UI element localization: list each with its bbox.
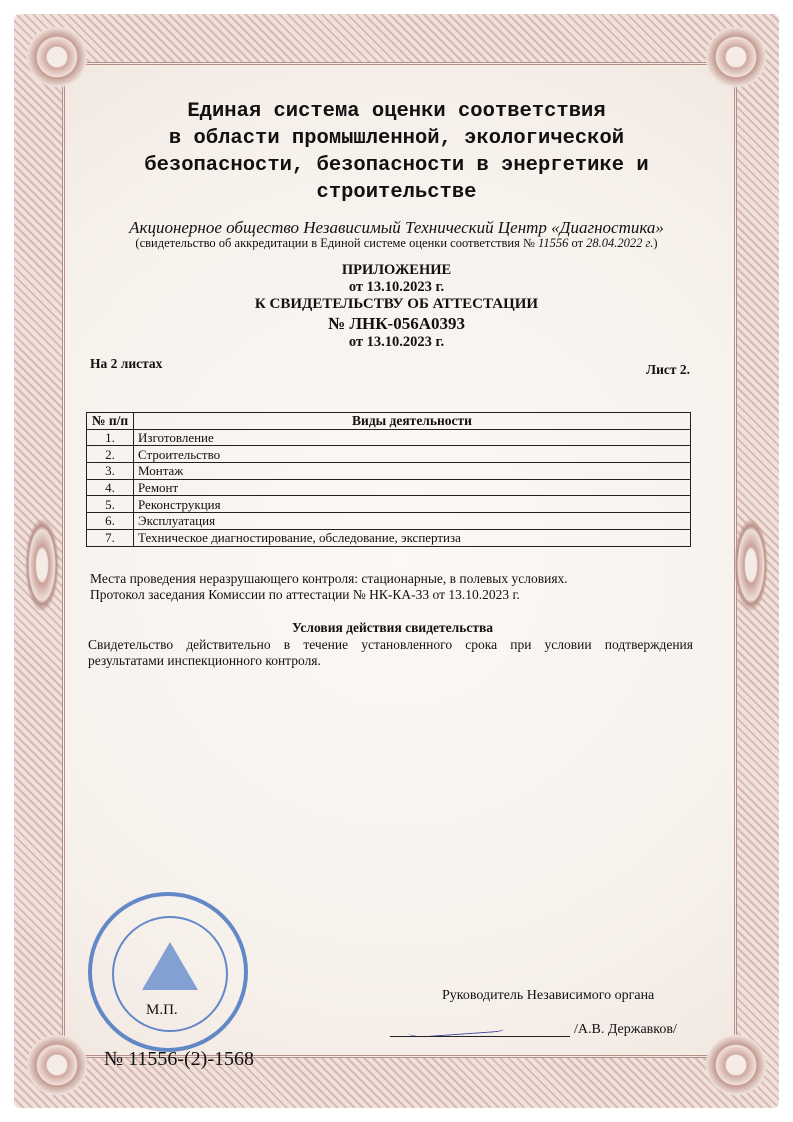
accreditation-note-mid: от [568,236,587,250]
appendix-title: ПРИЛОЖЕНИЕ [341,262,452,278]
heading-line: в области промышленной, экологической [168,127,625,150]
heading-line: строительстве [316,181,477,204]
row-number: 6. [87,513,134,530]
row-activity: Изготовление [134,429,691,446]
accreditation-note-suffix: ) [653,236,658,250]
column-header-activity: Виды деятельности [134,413,691,430]
table-row [87,429,691,446]
conditions-text-line1: Свидетельство действительно в течение установленного срока при условии подтверждения [88,637,693,652]
signature-line [390,1036,570,1037]
table-header-row [87,413,691,430]
row-number: 7. [87,529,134,546]
form-number: № 11556-(2)-1568 [104,1048,254,1070]
table-row [87,463,691,480]
column-header-number: № п/п [87,413,134,430]
official-stamp [88,892,248,1052]
row-number: 3. [87,463,134,480]
table-row [87,446,691,463]
row-number: 5. [87,496,134,513]
stamp-place-label: М.П. [146,1002,178,1018]
certificate-title: К СВИДЕТЕЛЬСТВУ ОБ АТТЕСТАЦИИ [254,296,539,312]
accreditation-date: 28.04.2022 г. [586,236,654,250]
corner-ornament-icon [701,22,771,92]
organization-name: Акционерное общество Независимый Технический Центр «Диагностика» [129,218,664,237]
corner-ornament-icon [22,22,92,92]
side-ornament-icon [22,510,62,620]
heading-line: безопасности, безопасности в энергетике и [144,154,649,177]
signatory-position: Руководитель Независимого органа [442,988,655,1003]
total-sheets: На 2 листах [90,356,163,371]
table-row [87,513,691,530]
accreditation-number: 11556 [538,236,569,250]
row-activity: Реконструкция [134,496,691,513]
testing-places: Места проведения неразрушающего контроля: стационарные, в полевых условиях. [90,571,568,586]
row-number: 4. [87,479,134,496]
appendix-title-block [100,262,693,351]
certificate-date: от 13.10.2023 г. [348,334,445,350]
accreditation-note [80,236,713,251]
table-row [87,496,691,513]
row-number: 2. [87,446,134,463]
accreditation-note-prefix: (свидетельство об аккредитации в Единой системе оценки соответствия № [135,236,539,250]
table-row [87,529,691,546]
corner-ornament-icon [701,1030,771,1100]
row-number: 1. [87,429,134,446]
side-ornament-icon [731,510,771,620]
system-heading [90,98,703,206]
appendix-date: от 13.10.2023 г. [348,279,445,295]
signatory-name: /А.В. Державков/ [574,1022,677,1037]
conditions-title: Условия действия свидетельства [291,620,494,635]
conditions-text-line2: результатами инспекционного контроля. [88,653,321,668]
corner-ornament-icon [22,1030,92,1100]
heading-line: Единая система оценки соответствия [187,100,606,123]
row-activity: Ремонт [134,479,691,496]
row-activity: Эксплуатация [134,513,691,530]
certificate-number: № ЛНК-056А0393 [328,314,465,333]
row-activity: Строительство [134,446,691,463]
row-activity: Монтаж [134,463,691,480]
table-row [87,479,691,496]
activities-table [86,412,691,547]
row-activity: Техническое диагностирование, обследование, экспертиза [134,529,691,546]
stamp-logo-icon [142,942,198,990]
commission-protocol: Протокол заседания Комиссии по аттестации № НК-КА-33 от 13.10.2023 г. [90,587,520,602]
current-sheet: Лист 2. [646,362,690,377]
